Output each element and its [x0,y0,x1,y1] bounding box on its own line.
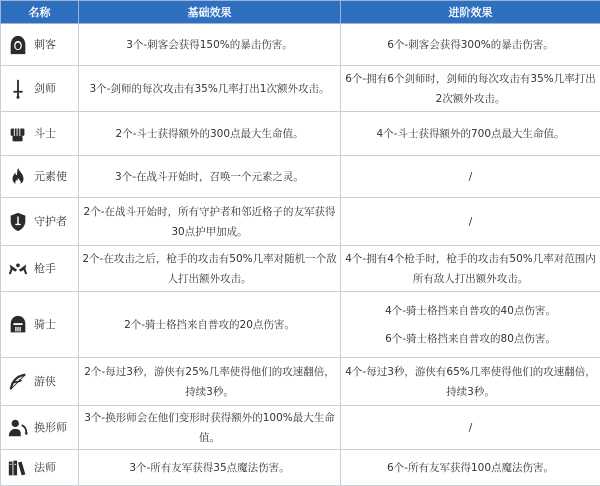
class-name-cell [1,450,79,486]
class-name-cell [1,156,79,198]
header-advanced-effect: 进阶效果 [341,1,600,24]
advanced-effect: 4个-斗士获得额外的700点最大生命值。 [341,112,600,156]
class-name: 剑师 [34,81,56,95]
class-name: 枪手 [34,261,56,275]
class-name-cell [1,406,79,450]
class-name-cell [1,24,79,66]
class-name: 换形师 [34,420,67,434]
basic-effect: 3个-剑师的每次攻击有35%几率打出1次额外攻击。 [79,66,341,112]
hooded-assassin-icon [7,34,29,56]
fist-icon [7,123,29,145]
table-row [1,66,600,112]
class-name: 骑士 [34,317,56,331]
class-name: 法师 [34,460,56,474]
flame-icon [7,166,29,188]
basic-effect: 2个-斗士获得额外的300点最大生命值。 [79,112,341,156]
advanced-effect: 6个-骑士格挡来自普攻的80点伤害。 [385,332,556,345]
advanced-effect: / [341,406,600,450]
class-name: 守护者 [34,214,67,228]
table-row [1,246,600,292]
header-basic-effect: 基础效果 [79,1,341,24]
advanced-effect: 4个-骑士格挡来自普攻的40点伤害。 [385,304,556,317]
basic-effect: 3个-刺客会获得150%的暴击伤害。 [79,24,341,66]
shapeshifter-icon [7,417,29,439]
class-name: 元素使 [34,169,67,183]
table-row [1,198,600,246]
basic-effect: 3个-换形师会在他们变形时获得额外的100%最大生命值。 [79,406,341,450]
table-row [1,450,600,486]
table-row [1,112,600,156]
basic-effect: 2个-骑士格挡来自普攻的20点伤害。 [79,292,341,358]
advanced-effect-cell [341,292,600,358]
table-header-row [1,1,600,24]
advanced-effect: 6个-拥有6个剑师时，剑师的每次攻击有35%几率打出2次额外攻击。 [341,66,600,112]
class-name-cell [1,292,79,358]
class-name-cell [1,66,79,112]
class-name: 斗士 [34,126,56,140]
advanced-effect: 4个-每过3秒，游侠有65%几率使得他们的攻速翻倍，持续3秒。 [341,358,600,406]
advanced-effect: 4个-拥有4个枪手时，枪手的攻击有50%几率对范围内所有敌人打出额外攻击。 [341,246,600,292]
basic-effect: 2个-在战斗开始时，所有守护者和邻近格子的友军获得30点护甲加成。 [79,198,341,246]
header-name: 名称 [1,1,79,24]
class-name-cell [1,198,79,246]
sword-icon [7,78,29,100]
advanced-effect: 6个-刺客会获得300%的暴击伤害。 [341,24,600,66]
table-row [1,406,600,450]
basic-effect: 3个-在战斗开始时，召唤一个元素之灵。 [79,156,341,198]
table-row [1,358,600,406]
basic-effect: 2个-在攻击之后，枪手的攻击有50%几率对随机一个敌人打出额外攻击。 [79,246,341,292]
class-name-cell [1,246,79,292]
crossed-guns-icon [7,258,29,280]
advanced-effect: / [341,198,600,246]
advanced-effect: / [341,156,600,198]
table-row [1,156,600,198]
knight-helmet-icon [7,314,29,336]
spellbook-icon [7,457,29,479]
class-name: 游侠 [34,374,56,388]
basic-effect: 3个-所有友军获得35点魔法伤害。 [79,450,341,486]
basic-effect: 2个-每过3秒，游侠有25%几率使得他们的攻速翻倍，持续3秒。 [79,358,341,406]
shield-sword-icon [7,211,29,233]
advanced-effect: 6个-所有友军获得100点魔法伤害。 [341,450,600,486]
bow-arrow-icon [7,371,29,393]
table-row [1,24,600,66]
class-name: 刺客 [34,37,56,51]
class-name-cell [1,112,79,156]
table-row [1,292,600,358]
class-name-cell [1,358,79,406]
